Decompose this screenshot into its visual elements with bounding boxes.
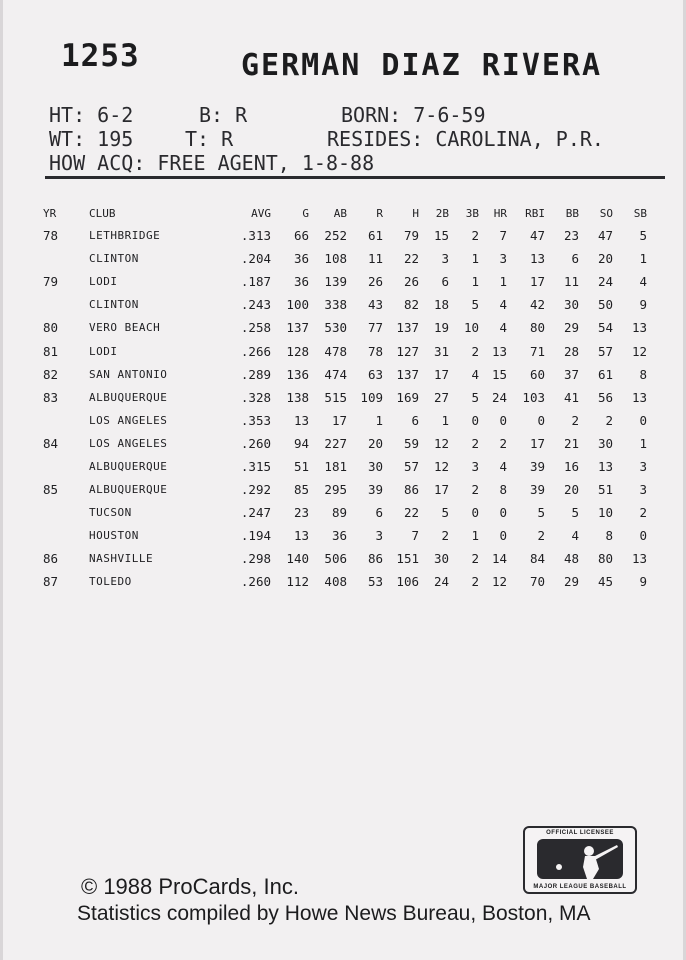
stats-cell-so: 20 [597,251,613,267]
stats-cell-sb: 12 [631,343,647,359]
stats-cell-avg: .266 [240,343,271,359]
stats-cell-hr: 1 [499,274,507,290]
stats-cell-so: 24 [597,274,613,290]
stats-header-h: H [412,206,419,220]
stats-cell-bb: 29 [563,320,579,336]
stats-cell-avg: .204 [240,251,271,267]
stats-row [43,363,647,386]
stats-cell-hr: 12 [491,574,507,590]
stats-cell-rbi: 17 [529,435,545,451]
stats-cell-yr [43,501,89,524]
stats-header-3b: 3B [465,206,479,220]
stats-cell-so: 50 [597,297,613,313]
stats-cell-hr: 0 [499,505,507,521]
stats-cell-2b: 30 [433,551,449,567]
stats-header-r: R [376,206,383,220]
statistics-credit: Statistics compiled by Howe News Bureau, Boston, MA [77,902,591,925]
stats-cell-rbi: 103 [522,389,545,405]
stats-cell-3b: 2 [471,574,479,590]
stats-cell-ab: 478 [324,343,347,359]
stats-cell-avg: .194 [240,528,271,544]
stats-row [43,570,647,593]
stats-cell-sb: 4 [639,274,647,290]
stats-cell-2b: 19 [433,320,449,336]
stats-cell-sb: 13 [631,551,647,567]
stats-cell-yr: 82 [43,366,59,382]
stats-row [43,547,647,570]
stats-cell-h: 127 [396,343,419,359]
stats-cell-bb: 48 [563,551,579,567]
bio-row-1 [49,103,669,127]
stats-cell-3b: 5 [471,297,479,313]
stats-cell-sb: 0 [639,528,647,544]
stats-cell-so: 51 [597,482,613,498]
stats-cell-3b: 1 [471,274,479,290]
stats-cell-rbi: 39 [529,482,545,498]
stats-cell-so: 8 [605,528,613,544]
stats-cell-rbi: 71 [529,343,545,359]
divider-rule [45,176,665,179]
stats-cell-so: 57 [597,343,613,359]
stats-cell-h: 22 [403,505,419,521]
stats-cell-so: 2 [605,412,613,428]
stats-cell-r: 11 [367,251,383,267]
stats-cell-bb: 11 [563,274,579,290]
stats-row [43,478,647,501]
stats-cell-rbi: 5 [537,505,545,521]
bats: B: R [199,103,248,127]
stats-cell-hr: 0 [499,412,507,428]
stats-cell-rbi: 84 [529,551,545,567]
stats-cell-sb: 9 [639,574,647,590]
stats-cell-avg: .187 [240,274,271,290]
height: HT: 6-2 [49,103,134,127]
logo-top-text: OFFICIAL LICENSEE [546,830,614,836]
stats-cell-rbi: 60 [529,366,545,382]
stats-cell-so: 47 [597,228,613,244]
stats-cell-sb: 13 [631,389,647,405]
stats-cell-2b: 1 [441,412,449,428]
stats-cell-bb: 21 [563,435,579,451]
stats-cell-yr: 80 [43,320,59,336]
stats-cell-bb: 6 [571,251,579,267]
stats-cell-h: 86 [403,482,419,498]
stats-cell-bb: 30 [563,297,579,313]
stats-cell-sb: 9 [639,297,647,313]
stats-cell-rbi: 42 [529,297,545,313]
stats-cell-hr: 3 [499,251,507,267]
stats-cell-rbi: 0 [537,412,545,428]
stats-cell-yr [43,455,89,478]
stats-cell-3b: 5 [471,389,479,405]
stats-cell-club: ALBUQUERQUE [89,483,168,497]
stats-cell-2b: 6 [441,274,449,290]
stats-cell-bb: 23 [563,228,579,244]
stats-cell-hr: 8 [499,482,507,498]
stats-cell-yr: 79 [43,274,59,290]
stats-cell-g: 94 [293,435,309,451]
stats-cell-hr: 14 [491,551,507,567]
stats-cell-3b: 2 [471,228,479,244]
stats-header-avg: AVG [251,206,271,220]
stats-cell-g: 13 [293,412,309,428]
stats-cell-h: 26 [403,274,419,290]
bio-row-2 [49,127,669,151]
stats-cell-avg: .315 [240,458,271,474]
stats-cell-avg: .247 [240,505,271,521]
stats-row [43,501,647,524]
stats-cell-sb: 13 [631,320,647,336]
stats-cell-sb: 1 [639,251,647,267]
stats-cell-r: 78 [367,343,383,359]
mlb-licensee-logo [523,826,637,894]
stats-cell-h: 57 [403,458,419,474]
stats-cell-g: 36 [293,251,309,267]
card-number: 1253 [61,38,140,74]
stats-cell-g: 51 [293,458,309,474]
stats-cell-r: 61 [367,228,383,244]
stats-cell-2b: 5 [441,505,449,521]
stats-cell-sb: 8 [639,366,647,382]
stats-cell-bb: 4 [571,528,579,544]
batter-silhouette-icon [537,839,623,879]
stats-cell-rbi: 13 [529,251,545,267]
stats-cell-r: 30 [367,458,383,474]
stats-cell-rbi: 70 [529,574,545,590]
stats-cell-avg: .328 [240,389,271,405]
stats-cell-so: 30 [597,435,613,451]
stats-cell-avg: .292 [240,482,271,498]
stats-cell-yr: 85 [43,482,59,498]
stats-cell-bb: 41 [563,389,579,405]
stats-row [43,432,647,455]
stats-cell-ab: 408 [324,574,347,590]
stats-cell-ab: 474 [324,366,347,382]
stats-cell-g: 137 [286,320,309,336]
stats-cell-yr [43,293,89,316]
stats-cell-hr: 2 [499,435,507,451]
stats-cell-hr: 4 [499,458,507,474]
stats-cell-2b: 3 [441,251,449,267]
stats-cell-2b: 17 [433,482,449,498]
stats-cell-yr [43,247,89,270]
stats-cell-rbi: 17 [529,274,545,290]
stats-cell-club: CLINTON [89,252,139,266]
stats-cell-3b: 10 [463,320,479,336]
stats-cell-club: LODI [89,344,118,358]
stats-cell-avg: .298 [240,551,271,567]
stats-cell-ab: 108 [324,251,347,267]
stats-cell-2b: 31 [433,343,449,359]
stats-header-sb: SB [633,206,647,220]
stats-header-g: G [302,206,309,220]
stats-header-rbi: RBI [525,206,545,220]
stats-cell-h: 106 [396,574,419,590]
stats-cell-r: 1 [375,412,383,428]
stats-cell-h: 82 [403,297,419,313]
stats-cell-h: 7 [411,528,419,544]
stats-cell-3b: 1 [471,251,479,267]
stats-cell-3b: 2 [471,551,479,567]
stats-cell-hr: 24 [491,389,507,405]
stats-cell-g: 66 [293,228,309,244]
stats-row [43,270,647,293]
stats-cell-g: 23 [293,505,309,521]
stats-cell-g: 36 [293,274,309,290]
stats-cell-ab: 530 [324,320,347,336]
stats-cell-rbi: 2 [537,528,545,544]
stats-cell-bb: 37 [563,366,579,382]
stats-cell-hr: 15 [491,366,507,382]
stats-header-bb: BB [565,206,579,220]
stats-cell-yr: 84 [43,435,59,451]
stats-cell-rbi: 80 [529,320,545,336]
stats-cell-2b: 12 [433,435,449,451]
stats-cell-hr: 4 [499,297,507,313]
stats-cell-3b: 3 [471,458,479,474]
stats-cell-club: ALBUQUERQUE [89,390,168,404]
stats-cell-ab: 36 [331,528,347,544]
stats-cell-club: TOLEDO [89,575,132,589]
stats-cell-sb: 2 [639,505,647,521]
stats-cell-so: 61 [597,366,613,382]
stats-cell-ab: 227 [324,435,347,451]
stats-cell-sb: 5 [639,228,647,244]
bio-section [49,103,669,175]
stats-cell-g: 138 [286,389,309,405]
stats-cell-3b: 0 [471,505,479,521]
stats-cell-g: 128 [286,343,309,359]
stats-row [43,386,647,409]
stats-cell-club: LOS ANGELES [89,436,168,450]
stats-cell-3b: 2 [471,343,479,359]
stats-cell-2b: 18 [433,297,449,313]
stats-cell-so: 56 [597,389,613,405]
stats-cell-h: 59 [403,435,419,451]
player-name: GERMAN DIAZ RIVERA [241,48,603,83]
stats-cell-so: 10 [597,505,613,521]
stats-cell-g: 136 [286,366,309,382]
stats-header-ab: AB [333,206,347,220]
stats-cell-h: 151 [396,551,419,567]
stats-cell-h: 137 [396,320,419,336]
stats-row [43,293,647,316]
stats-cell-avg: .353 [240,412,271,428]
stats-cell-club: SAN ANTONIO [89,367,168,381]
stats-cell-3b: 1 [471,528,479,544]
stats-cell-r: 63 [367,366,383,382]
stats-cell-avg: .260 [240,435,271,451]
stats-row [43,455,647,478]
stats-cell-2b: 27 [433,389,449,405]
stats-row [43,224,647,247]
stats-cell-h: 22 [403,251,419,267]
stats-cell-g: 13 [293,528,309,544]
stats-cell-bb: 20 [563,482,579,498]
stats-cell-g: 112 [286,574,309,590]
stats-cell-ab: 89 [331,505,347,521]
stats-cell-rbi: 39 [529,458,545,474]
stats-cell-g: 100 [286,297,309,313]
stats-row [43,524,647,547]
stats-cell-bb: 2 [571,412,579,428]
stats-cell-r: 43 [367,297,383,313]
stats-cell-sb: 3 [639,482,647,498]
stats-cell-2b: 17 [433,366,449,382]
stats-cell-club: ALBUQUERQUE [89,459,168,473]
stats-cell-ab: 181 [324,458,347,474]
stats-cell-bb: 29 [563,574,579,590]
how-acquired: HOW ACQ: FREE AGENT, 1-8-88 [49,151,375,175]
weight: WT: 195 [49,127,134,151]
stats-cell-club: HOUSTON [89,529,139,543]
stats-body [43,224,647,594]
resides: RESIDES: CAROLINA, P.R. [327,127,604,151]
born: BORN: 7-6-59 [341,103,486,127]
stats-cell-avg: .243 [240,297,271,313]
stats-cell-bb: 16 [563,458,579,474]
stats-cell-yr: 81 [43,343,59,359]
stats-cell-sb: 3 [639,458,647,474]
stats-cell-h: 79 [403,228,419,244]
stats-row [43,247,647,270]
stats-header-so: SO [599,206,613,220]
stats-header-2b: 2B [435,206,449,220]
stats-header-club: CLUB [89,206,116,220]
stats-cell-club: TUCSON [89,506,132,520]
stats-row [43,339,647,362]
stats-cell-g: 140 [286,551,309,567]
stats-cell-club: LOS ANGELES [89,413,168,427]
stats-cell-bb: 28 [563,343,579,359]
stats-cell-so: 80 [597,551,613,567]
stats-cell-r: 109 [360,389,383,405]
stats-row [43,316,647,339]
stats-cell-rbi: 47 [529,228,545,244]
stats-table [43,202,647,594]
copyright-text: © 1988 ProCards, Inc. [81,874,299,899]
stats-cell-2b: 12 [433,458,449,474]
stats-cell-bb: 5 [571,505,579,521]
stats-cell-r: 26 [367,274,383,290]
stats-cell-3b: 0 [471,412,479,428]
stats-cell-sb: 0 [639,412,647,428]
stats-cell-club: NASHVILLE [89,552,154,566]
stats-cell-so: 45 [597,574,613,590]
throws: T: R [185,127,234,151]
stats-cell-3b: 4 [471,366,479,382]
stats-cell-r: 6 [375,505,383,521]
stats-cell-ab: 139 [324,274,347,290]
stats-cell-so: 54 [597,320,613,336]
stats-cell-avg: .260 [240,574,271,590]
stats-cell-club: LODI [89,275,118,289]
stats-cell-avg: .258 [240,320,271,336]
stats-cell-3b: 2 [471,482,479,498]
stats-cell-club: VERO BEACH [89,321,161,335]
stats-cell-sb: 1 [639,435,647,451]
stats-cell-so: 13 [597,458,613,474]
stats-cell-ab: 17 [331,412,347,428]
stats-cell-r: 86 [367,551,383,567]
stats-cell-yr: 86 [43,551,59,567]
stats-cell-2b: 2 [441,528,449,544]
stats-header-hr: HR [493,206,507,220]
stats-cell-yr: 83 [43,389,59,405]
stats-cell-yr: 87 [43,574,59,590]
stats-cell-ab: 506 [324,551,347,567]
stats-cell-avg: .289 [240,366,271,382]
stats-cell-r: 3 [375,528,383,544]
stats-cell-hr: 13 [491,343,507,359]
stats-cell-yr: 78 [43,228,59,244]
stats-cell-2b: 15 [433,228,449,244]
stats-cell-club: CLINTON [89,298,139,312]
stats-row [43,409,647,432]
stats-cell-hr: 4 [499,320,507,336]
stats-cell-ab: 252 [324,228,347,244]
stats-cell-r: 77 [367,320,383,336]
stats-cell-g: 85 [293,482,309,498]
stats-header-yr: YR [43,206,57,220]
stats-cell-h: 137 [396,366,419,382]
stats-cell-ab: 515 [324,389,347,405]
stats-cell-yr [43,524,89,547]
stats-cell-3b: 2 [471,435,479,451]
stats-cell-hr: 7 [499,228,507,244]
stats-cell-avg: .313 [240,228,271,244]
stats-cell-r: 20 [367,435,383,451]
stats-cell-ab: 338 [324,297,347,313]
stats-cell-r: 53 [367,574,383,590]
stats-cell-r: 39 [367,482,383,498]
stats-cell-ab: 295 [324,482,347,498]
bio-row-3 [49,151,669,175]
stats-header-row [43,202,647,224]
logo-bottom-text: MAJOR LEAGUE BASEBALL [533,884,627,890]
stats-cell-hr: 0 [499,528,507,544]
stats-cell-yr [43,409,89,432]
stats-cell-h: 6 [411,412,419,428]
stats-cell-h: 169 [396,389,419,405]
stats-cell-club: LETHBRIDGE [89,229,161,243]
stats-cell-2b: 24 [433,574,449,590]
